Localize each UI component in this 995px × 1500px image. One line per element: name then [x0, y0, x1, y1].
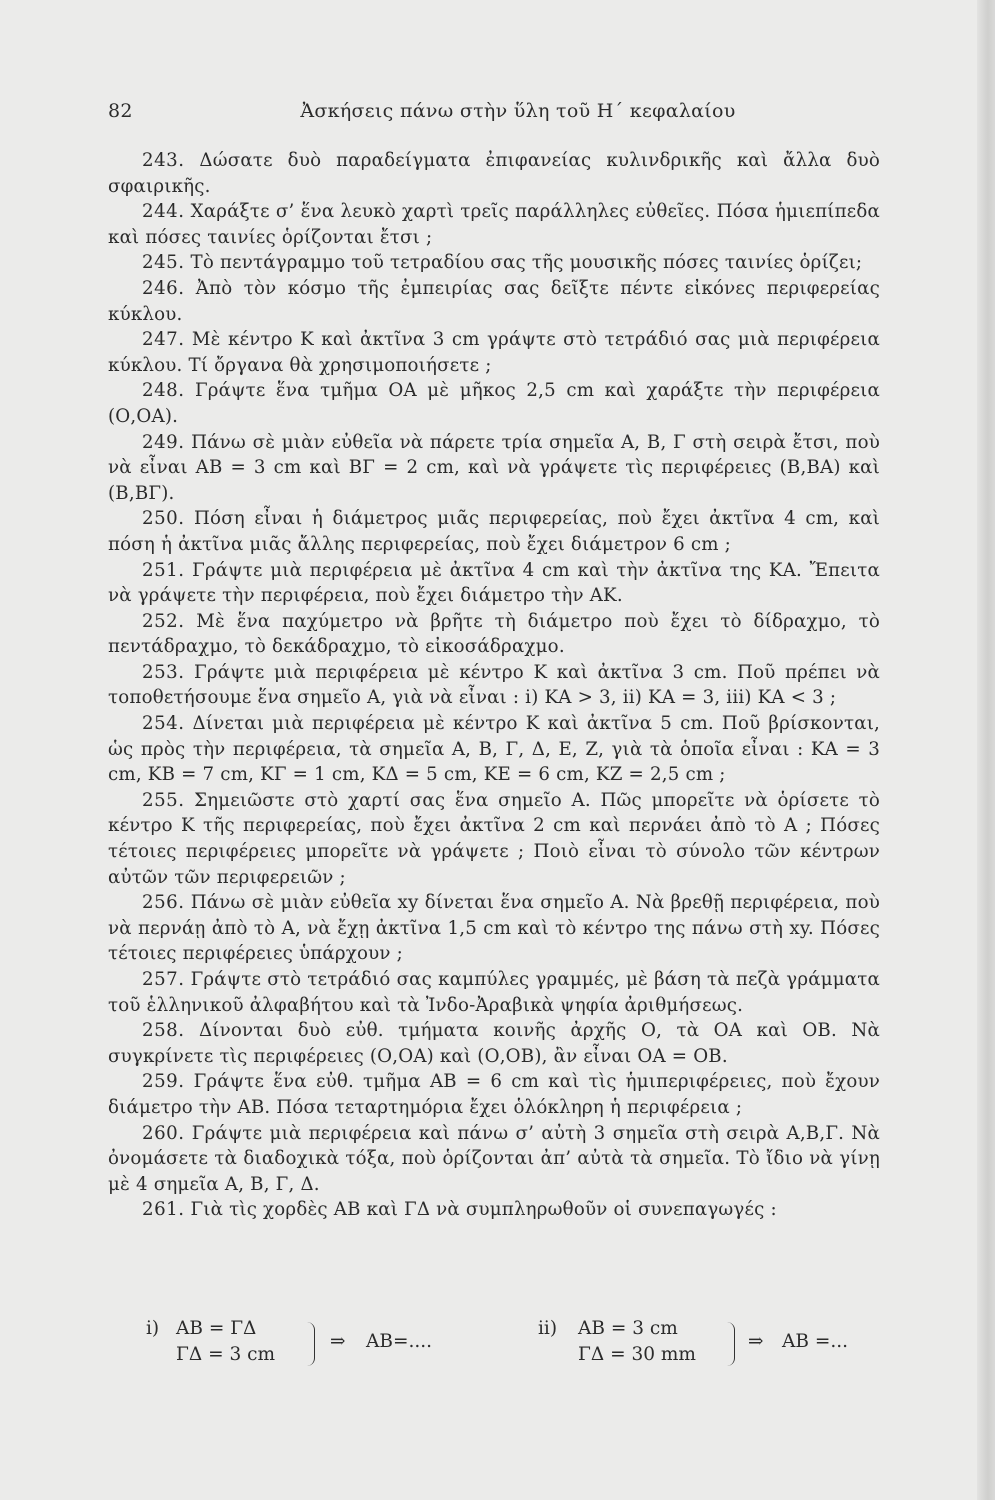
case-ii-result: ΑΒ =... [782, 1331, 848, 1352]
exercise-number: 256. [142, 892, 185, 914]
exercise-number: 251. [142, 559, 185, 581]
exercise-text: Πάνω σὲ μιὰν εὐθεῖα xy δίνεται ἕνα σημεῖο Α. Νὰ βρεθῇ περιφέρεια, ποὺ νὰ περνάῃ ἀπὸ τὸ Α, νὰ ἔχῃ ἀκτῖνα 1,5 cm καὶ τὸ κέντρο της πάνω στὴ xy. Πόσες τέτοιες περιφέρειες ὑπάρχουν ; [108, 892, 880, 965]
running-title: Ἀσκήσεις πάνω στὴν ὕλη τοῦ Η΄ κεφαλαίου [300, 100, 736, 122]
exercise-text: Μὲ ἕνα παχύμετρο νὰ βρῆτε τὴ διάμετρο ποὺ ἔχει τὸ δίδραχμο, τὸ πεντάδραχμο, τὸ δεκάδραχμο, τὸ εἰκοσάδραχμο. [108, 610, 881, 658]
exercise-number: 243. [142, 150, 185, 171]
exercise-245 [108, 250, 880, 276]
exercise-251 [108, 558, 880, 609]
case-ii-premise-2: ΓΔ = 30 mm [578, 1344, 696, 1365]
exercise-text: Γράψτε στὸ τετράδιό σας καμπύλες γραμμές, μὲ βάση τὰ πεζὰ γράμματα τοῦ ἑλληνικοῦ ἀλφαβήτου καὶ τὰ Ἰνδο-Ἀραβικὰ ψηφία ἀριθμήσεως. [108, 969, 881, 1016]
page-header [108, 100, 888, 128]
exercise-number: 252. [142, 610, 185, 632]
exercise-text: Γιὰ τὶς χορδὲς ΑΒ καὶ ΓΔ νὰ συμπληρωθοῦν οἱ συνεπαγωγές : [190, 1199, 777, 1221]
exercise-255 [108, 788, 880, 890]
exercise-254 [108, 711, 880, 788]
page-number: 82 [108, 100, 133, 122]
exercise-text: Χαράξτε σ’ ἕνα λευκὸ χαρτὶ τρεῖς παράλληλες εὐθεῖες. Πόσα ἡμιεπίπεδα καὶ πόσες ταινίες ὁρίζονται ἔτσι ; [108, 201, 880, 248]
exercise-text: Γράψτε ἕνα εὐθ. τμῆμα ΑΒ = 6 cm καὶ τὶς ἡμιπεριφέρειες, ποὺ ἔχουν διάμετρο τὴν ΑΒ. Πόσα τεταρτημόρια ἔχει ὁλόκληρη ἡ περιφέρεια ; [108, 1071, 881, 1118]
exercise-250 [108, 506, 880, 557]
exercise-text: Γράψτε μιὰ περιφέρεια μὲ ἀκτῖνα 4 cm καὶ τὴν ἀκτῖνα της ΚΑ. Ἔπειτα νὰ γράψετε τὴν περιφέρεια, ποὺ ἔχει διάμετρο τὴν ΑΚ. [108, 559, 880, 607]
exercise-text: Τὸ πεντάγραμμο τοῦ τετραδίου σας τῆς μουσικῆς πόσες ταινίες ὁρίζει; [190, 252, 863, 274]
exercise-261 [108, 1197, 880, 1223]
case-i-label: i) [146, 1318, 160, 1339]
exercise-number: 249. [142, 431, 185, 453]
case-i-premise-1: ΑΒ = ΓΔ [176, 1318, 257, 1339]
page-edge-shadow [977, 0, 995, 1500]
exercise-number: 260. [142, 1122, 185, 1144]
exercise-247 [108, 327, 880, 378]
exercise-246 [108, 276, 880, 327]
case-ii-brace [726, 1322, 735, 1366]
exercise-number: 258. [142, 1020, 185, 1042]
case-ii-label: ii) [538, 1318, 558, 1339]
exercise-number: 247. [142, 329, 185, 351]
implication-formulas [146, 1318, 876, 1374]
exercise-257 [108, 967, 880, 1018]
exercise-number: 250. [142, 508, 185, 530]
exercise-text: Δίνονται δυὸ εὐθ. τμήματα κοινῆς ἀρχῆς Ο, τὰ ΟΑ καὶ ΟΒ. Νὰ συγκρίνετε τὶς περιφέρειες (Ο,ΟΑ) καὶ (Ο,ΟΒ), ἂν εἶναι ΟΑ = ΟΒ. [108, 1020, 881, 1067]
exercise-258 [108, 1018, 880, 1069]
exercise-list [108, 148, 880, 1223]
exercise-text: Σημειῶστε στὸ χαρτί σας ἕνα σημεῖο Α. Πῶς μπορεῖτε νὰ ὁρίσετε τὸ κέντρο Κ τῆς περιφερείας, ποὺ ἔχει ἀκτῖνα 2 cm καὶ περνάει ἀπὸ τὸ Α ; Πόσες τέτοιες περιφέρειες μπορεῖτε νὰ γράψετε ; Ποιὸ εἶναι τὸ σύνολο τῶν κέντρων αὐτῶν τῶν περιφερειῶν ; [108, 789, 880, 888]
case-i-result: ΑΒ=.... [366, 1331, 432, 1352]
exercise-text: Πόση εἶναι ἡ διάμετρος μιᾶς περιφερείας, ποὺ ἔχει ἀκτῖνα 4 cm, καὶ πόση ἡ ἀκτῖνα μιᾶς ἄλλης περιφερείας, ποὺ ἔχει διάμετρον 6 cm ; [108, 508, 881, 555]
exercise-number: 254. [142, 713, 185, 735]
exercise-text: Μὲ κέντρο Κ καὶ ἀκτῖνα 3 cm γράψτε στὸ τετράδιό σας μιὰ περιφέρεια κύκλου. Τί ὄργανα θὰ χρησιμοποιήσετε ; [108, 329, 880, 376]
exercise-259 [108, 1069, 880, 1120]
exercise-text: Γράψτε ἕνα τμῆμα ΟΑ μὲ μῆκος 2,5 cm καὶ χαράξτε τὴν περιφέρεια (Ο,ΟΑ). [108, 380, 880, 427]
case-ii-arrow: ⇒ [748, 1331, 764, 1352]
exercise-248 [108, 378, 880, 429]
case-i-premise-2: ΓΔ = 3 cm [176, 1344, 276, 1365]
exercise-text: Γράψτε μιὰ περιφέρεια καὶ πάνω σ’ αὐτὴ 3 σημεῖα στὴ σειρὰ Α,Β,Γ. Νὰ ὀνομάσετε τὰ διαδοχικὰ τόξα, ποὺ ὁρίζονται ἀπ’ αὐτὰ τὰ σημεῖα. Τὸ ἴδιο νὰ γίνῃ μὲ 4 σημεῖα Α, Β, Γ, Δ. [108, 1122, 880, 1195]
exercise-244 [108, 199, 880, 250]
exercise-text: Ἀπὸ τὸν κόσμο τῆς ἐμπειρίας σας δεῖξτε πέντε εἰκόνες περιφερείας κύκλου. [108, 277, 880, 325]
exercise-number: 244. [142, 201, 185, 223]
exercise-text: Πάνω σὲ μιὰν εὐθεῖα νὰ πάρετε τρία σημεῖα Α, Β, Γ στὴ σειρὰ ἔτσι, ποὺ νὰ εἶναι ΑΒ = 3 cm καὶ ΒΓ = 2 cm, καὶ νὰ γράψετε τὶς περιφέρειες (Β,ΒΑ) καὶ (Β,ΒΓ). [108, 431, 880, 504]
case-i-brace [306, 1322, 315, 1366]
exercise-text: Δώσατε δυὸ παραδείγματα ἐπιφανείας κυλινδρικῆς καὶ ἄλλα δυὸ σφαιρικῆς. [108, 150, 880, 197]
exercise-number: 245. [142, 252, 185, 274]
exercise-249 [108, 430, 880, 507]
exercise-text: Δίνεται μιὰ περιφέρεια μὲ κέντρο Κ καὶ ἀκτῖνα 5 cm. Ποῦ βρίσκονται, ὡς πρὸς τὴν περιφέρεια, τὰ σημεῖα Α, Β, Γ, Δ, Ε, Ζ, γιὰ τὰ ὁποῖα εἶναι : ΚΑ = 3 cm, ΚΒ = 7 cm, ΚΓ = 1 cm, ΚΔ = 5 cm, ΚΕ = 6 cm, ΚΖ = 2,5 cm ; [108, 713, 881, 786]
exercise-number: 248. [142, 380, 185, 402]
exercise-260 [108, 1121, 880, 1198]
exercise-number: 246. [142, 277, 185, 299]
case-i-arrow: ⇒ [330, 1331, 346, 1352]
exercise-253 [108, 660, 880, 711]
exercise-number: 259. [142, 1071, 185, 1093]
exercise-number: 255. [142, 789, 185, 811]
case-ii-premise-1: ΑΒ = 3 cm [578, 1318, 678, 1339]
exercise-number: 253. [142, 661, 185, 683]
exercise-text: Γράψτε μιὰ περιφέρεια μὲ κέντρο Κ καὶ ἀκτῖνα 3 cm. Ποῦ πρέπει νὰ τοποθετήσουμε ἕνα σημεῖο Α, γιὰ νὰ εἶναι : i) ΚΑ > 3, ii) ΚΑ = 3, iii) ΚΑ < 3 ; [108, 661, 881, 709]
exercise-256 [108, 890, 880, 967]
exercise-number: 257. [142, 969, 185, 990]
exercise-243 [108, 148, 880, 199]
exercise-number: 261. [142, 1199, 185, 1221]
exercise-252 [108, 609, 880, 660]
